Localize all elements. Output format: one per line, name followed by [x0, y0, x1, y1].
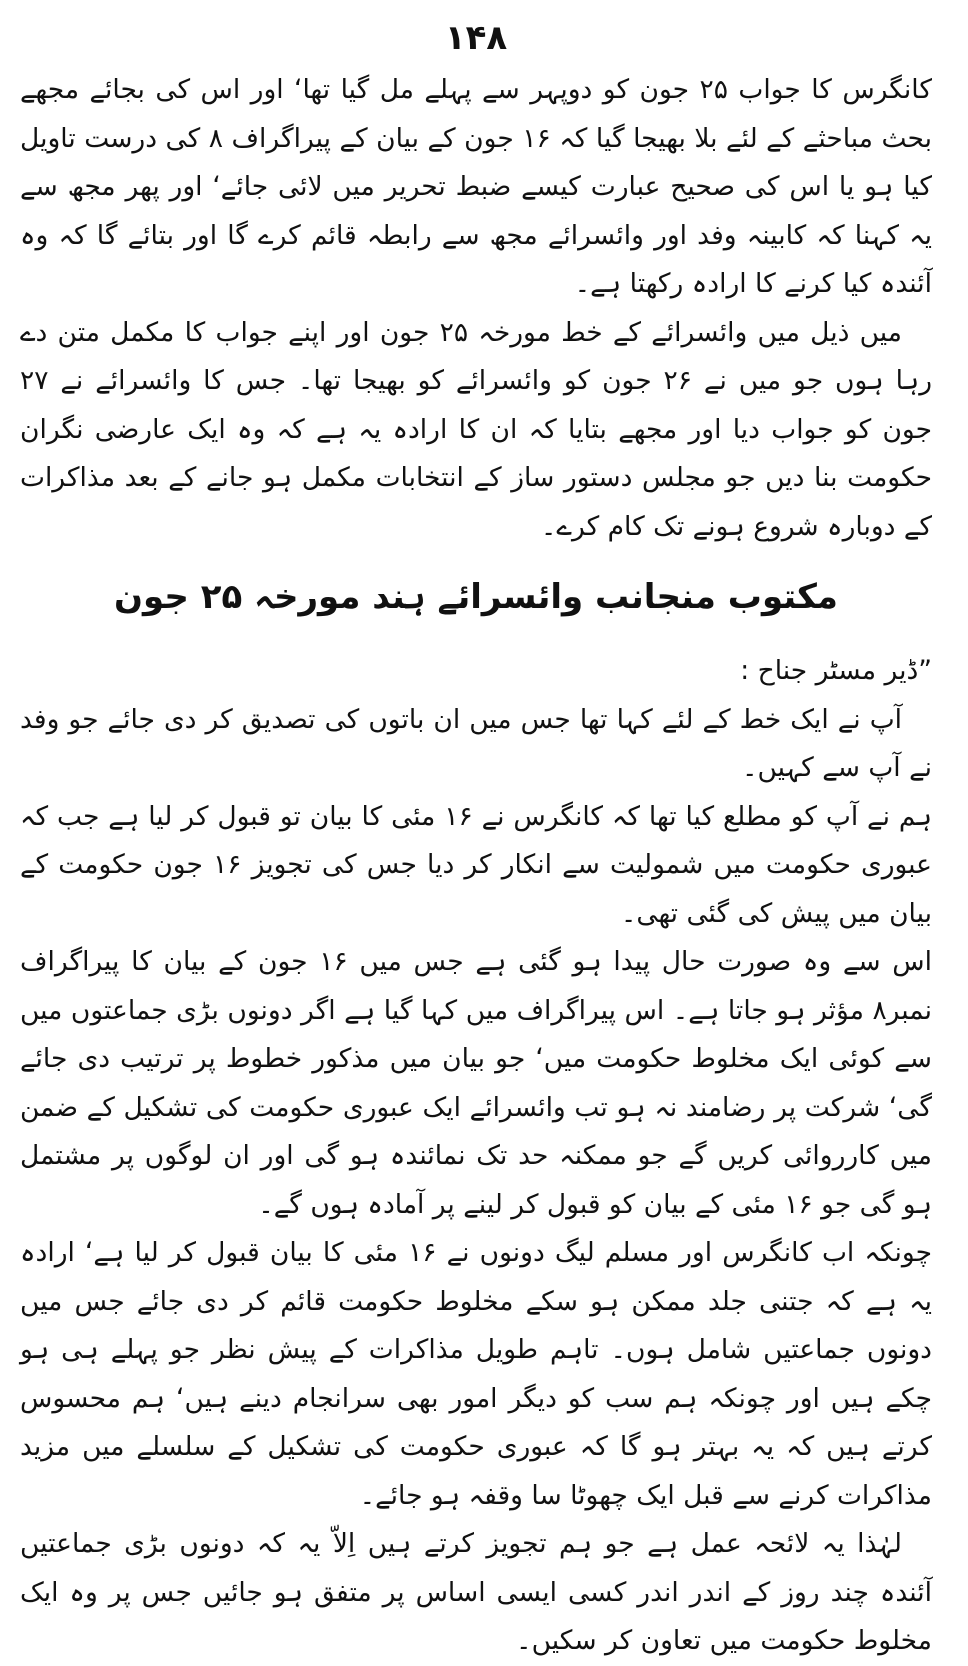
letter-heading: مکتوب منجانب وائسرائے ہند مورخہ ۲۵ جون	[114, 577, 838, 617]
paragraph-eight-effective: اس سے وہ صورت حال پیدا ہو گئی ہے جس میں ۱۶ جون کے بیان کا پیراگراف نمبر۸ مؤثر ہو جاتا ہے۔ اس پیراگراف میں کہا گیا ہے اگر دونوں بڑی جماعتوں میں سے کوئی ایک مخلوط حکومت میں‘ جو بیان میں مذکور خطوط پر ترتیب دی جائے گی‘ شرکت پر رضامند نہ ہو تب وائسرائے ایک عبوری حکومت کی تشکیل کے ضمن میں کارروائی کریں گے جو ممکنہ حد تک نمائندہ ہو گی اور ان لوگوں پر مشتمل ہو گی جو ۱۶ مئی کے بیان کو قبول کر لینے پر آمادہ ہوں گے۔	[20, 946, 933, 1220]
letter-salutation: ”ڈیر مسٹر جناح :	[740, 655, 932, 686]
page-number: ۱۴۸	[444, 18, 508, 58]
paragraph-letter-request: آپ نے ایک خط کے لئے کہا تھا جس میں ان باتوں کی تصدیق کر دی جائے جو وفد نے آپ سے کہیں۔	[20, 703, 932, 783]
paragraph-viceroy-letter-intro: میں ذیل میں وائسرائے کے خط مورخہ ۲۵ جون اور اپنے جواب کا مکمل متن دے رہا ہوں جو میں نے ۲۶ جون کو وائسرائے کو بھیجا تھا۔ جس کا وائسرائے نے ۲۷ جون کو جواب دیا اور مجھے بتایا کہ ان کا ارادہ یہ ہے کہ وہ ایک عارضی نگران حکومت بنا دیں جو مجلس دستور ساز کے انتخابات مکمل ہو جانے کے بعد مذاکرات کے دوبارہ شروع ہونے تک کام کرے۔	[20, 316, 932, 542]
paragraph-coalition-intent: چونکہ اب کانگرس اور مسلم لیگ دونوں نے ۱۶ مئی کا بیان قبول کر لیا ہے‘ ارادہ یہ ہے کہ جتنی جلد ممکن ہو سکے مخلوط حکومت قائم کر دی جائے جس میں دونوں جماعتیں شامل ہوں۔ تاہم طویل مذاکرات کے پیش نظر جو پہلے ہی ہو چکے ہیں اور چونکہ ہم سب کو دیگر امور بھی سرانجام دینے ہیں‘ ہم محسوس کرتے ہیں کہ یہ بہتر ہو گا کہ عبوری حکومت کی تشکیل کے سلسلے میں مزید مذاکرات کرنے سے قبل ایک چھوٹا سا وقفہ ہو جائے۔	[20, 1237, 932, 1511]
paragraph-congress-acceptance: ہم نے آپ کو مطلع کیا تھا کہ کانگرس نے ۱۶ مئی کا بیان تو قبول کر لیا ہے جب کہ عبوری حکومت میں شمولیت سے انکار کر دیا جس کی تجویز ۱۶ جون حکومت کے بیان میں پیش کی گئی تھی۔	[20, 800, 932, 929]
paragraph-congress-reply: کانگرس کا جواب ۲۵ جون کو دوپہر سے پہلے مل گیا تھا‘ اور اس کی بجائے مجھے بحث مباحثے کے لئے بلا بھیجا گیا کہ ۱۶ جون کے بیان کے پیراگراف ۸ کی درست تاویل کیا ہو یا اس کی صحیح عبارت کیسے ضبط تحریر میں لائی جائے‘ اور پھر مجھ سے یہ کہنا کہ کابینہ وفد اور وائسرائے مجھ سے رابطہ قائم کرے گا اور بتائے گا کہ وہ آئندہ کیا کرنے کا ارادہ رکھتا ہے۔	[20, 74, 932, 299]
paragraph-proposed-course: لہٰذا یہ لائحہ عمل ہے جو ہم تجویز کرتے ہیں اِلاّ یہ کہ دونوں بڑی جماعتیں آئندہ چند روز کے اندر اندر کسی ایسی اساس پر متفق ہو جائیں جس پر وہ ایک مخلوط حکومت میں تعاون کر سکیں۔	[20, 1528, 932, 1656]
